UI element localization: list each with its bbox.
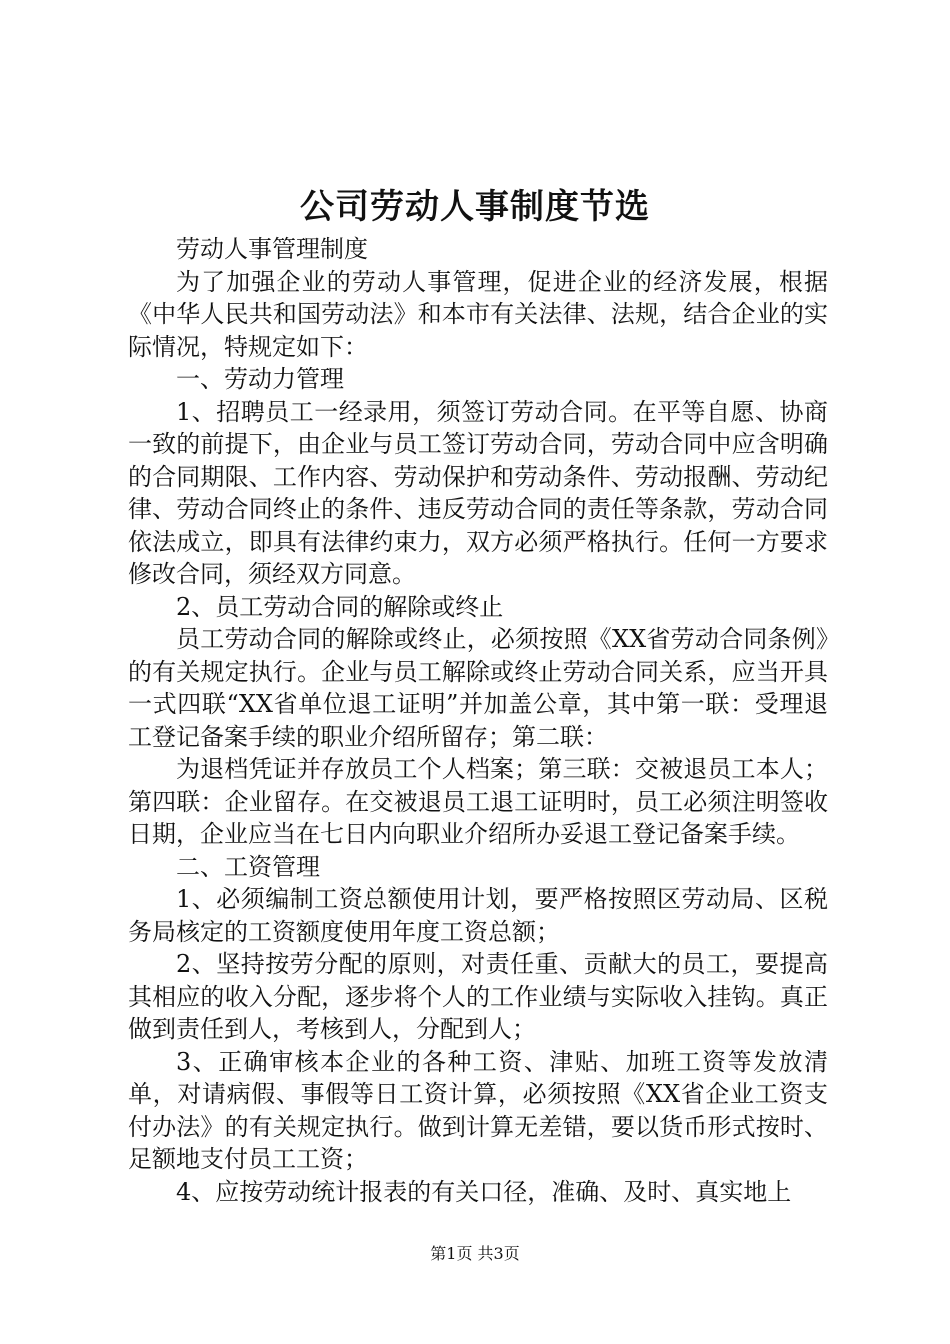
paragraph: 1、必须编制工资总额使用计划，要严格按照区劳动局、区税务局核定的工资额度使用年度工资总额；	[128, 885, 828, 946]
section-heading: 二、工资管理	[176, 852, 320, 881]
paragraph: 员工劳动合同的解除或终止，必须按照《XX省劳动合同条例》的有关规定执行。企业与员工解除或终止劳动合同关系，应当开具一式四联“XX省单位退工证明”并加盖公章，其中第一联：受理退工登记备案手续的职业介绍所留存；第二联：	[128, 625, 828, 751]
page-number-footer: 第1页 共3页	[430, 1244, 520, 1263]
paragraph: 4、应按劳动统计报表的有关口径，准确、及时、真实地上	[176, 1177, 792, 1206]
paragraph: 2、员工劳动合同的解除或终止	[176, 592, 504, 621]
paragraph: 劳动人事管理制度	[176, 235, 368, 263]
paragraph: 2、坚持按劳分配的原则，对责任重、贡献大的员工，要提高其相应的收入分配，逐步将个人的工作业绩与实际收入挂钩。真正做到责任到人，考核到人，分配到人；	[128, 950, 828, 1043]
section-heading: 一、劳动力管理	[176, 365, 344, 393]
document-title: 公司劳动人事制度节选	[300, 187, 650, 227]
paragraph: 为了加强企业的劳动人事管理，促进企业的经济发展，根据《中华人民共和国劳动法》和本市有关法律、法规，结合企业的实际情况，特规定如下：	[128, 267, 828, 361]
paragraph: 为退档凭证并存放员工个人档案；第三联：交被退员工本人；第四联：企业留存。在交被退员工退工证明时，员工必须注明签收日期，企业应当在七日内向职业介绍所办妥退工登记备案手续。	[128, 755, 828, 848]
document-body	[128, 233, 828, 1208]
paragraph: 3、正确审核本企业的各种工资、津贴、加班工资等发放清单，对请病假、事假等日工资计算，必须按照《XX省企业工资支付办法》的有关规定执行。做到计算无差错，要以货币形式按时、足额地支付员工工资；	[128, 1047, 828, 1173]
paragraph: 1、招聘员工一经录用，须签订劳动合同。在平等自愿、协商一致的前提下，由企业与员工签订劳动合同，劳动合同中应含明确的合同期限、工作内容、劳动保护和劳动条件、劳动报酬、劳动纪律、劳动合同终止的条件、违反劳动合同的责任等条款，劳动合同依法成立，即具有法律约束力，双方必须严格执行。任何一方要求修改合同，须经双方同意。	[128, 397, 828, 588]
